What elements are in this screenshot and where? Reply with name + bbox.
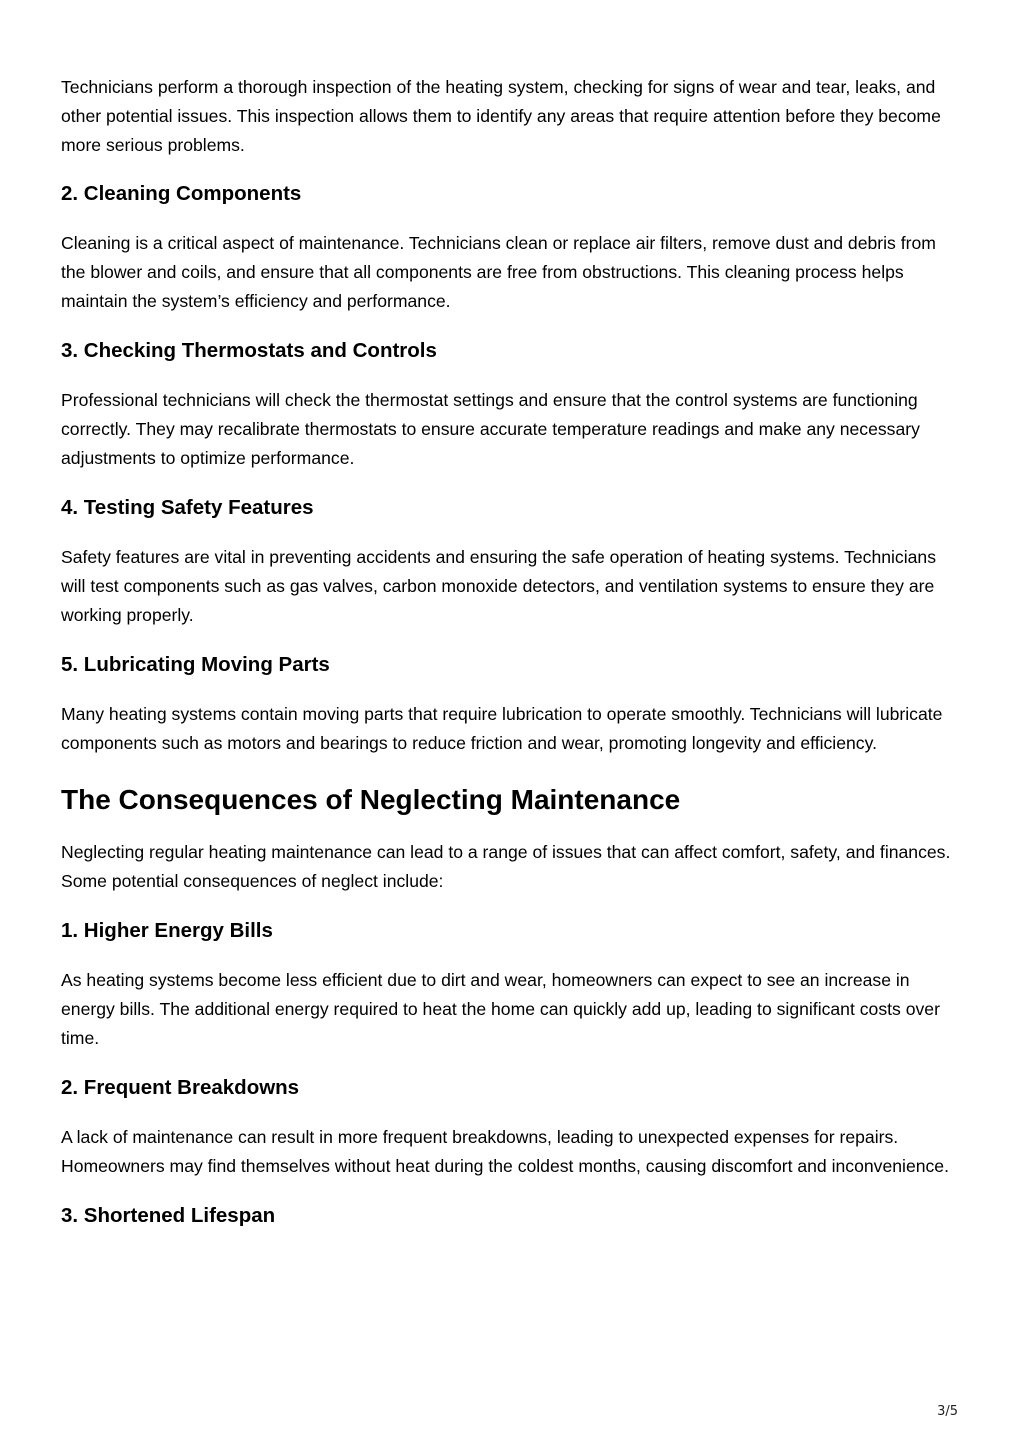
section-heading-energy-bills: 1. Higher Energy Bills (61, 919, 273, 942)
section-body-safety: Safety features are vital in preventing accidents and ensuring the safe operation of heating systems. Technicians will test components such as gas valves, carbon monoxide detectors, and ventilation systems to ensure they are working properly. (61, 547, 936, 625)
section-body-thermostats: Professional technicians will check the thermostat settings and ensure that the control systems are functioning correctly. They may recalibrate thermostats to ensure accurate temperature readings and make any necessary adjustments to optimize performance. (61, 390, 920, 468)
section-heading-breakdowns: 2. Frequent Breakdowns (61, 1076, 300, 1099)
consequences-title: The Consequences of Neglecting Maintenance (61, 784, 681, 815)
section-body-cleaning: Cleaning is a critical aspect of maintenance. Technicians clean or replace air filters, remove dust and debris from the blower and coils, and ensure that all components are free from obstructions. This cleaning process helps maintain the system’s efficiency and performance. (61, 233, 936, 311)
consequences-intro: Neglecting regular heating maintenance can lead to a range of issues that can affect comfort, safety, and finances. Some potential consequences of neglect include: (61, 842, 951, 891)
document-content (61, 73, 961, 1230)
section-heading-thermostats: 3. Checking Thermostats and Controls (61, 339, 437, 362)
intro-paragraph: Technicians perform a thorough inspection of the heating system, checking for signs of wear and tear, leaks, and other potential issues. This inspection allows them to identify any areas that require attention before they become more serious problems. (61, 77, 941, 155)
page-number: 3/5 (937, 1404, 958, 1419)
section-body-energy-bills: As heating systems become less efficient due to dirt and wear, homeowners can expect to see an increase in energy bills. The additional energy required to heat the home can quickly add up, leading to significant costs over time. (61, 970, 940, 1048)
section-heading-lifespan: 3. Shortened Lifespan (61, 1204, 276, 1227)
section-body-lubricating: Many heating systems contain moving parts that require lubrication to operate smoothly. Technicians will lubricate components such as motors and bearings to reduce friction and wear, promoting longevity and efficiency. (61, 704, 943, 753)
section-heading-safety: 4. Testing Safety Features (61, 496, 314, 519)
section-heading-lubricating: 5. Lubricating Moving Parts (61, 653, 330, 676)
section-body-breakdowns: A lack of maintenance can result in more frequent breakdowns, leading to unexpected expenses for repairs. Homeowners may find themselves without heat during the coldest months, causing discomfort and inconvenience. (61, 1127, 949, 1176)
section-heading-cleaning: 2. Cleaning Components (61, 182, 302, 205)
